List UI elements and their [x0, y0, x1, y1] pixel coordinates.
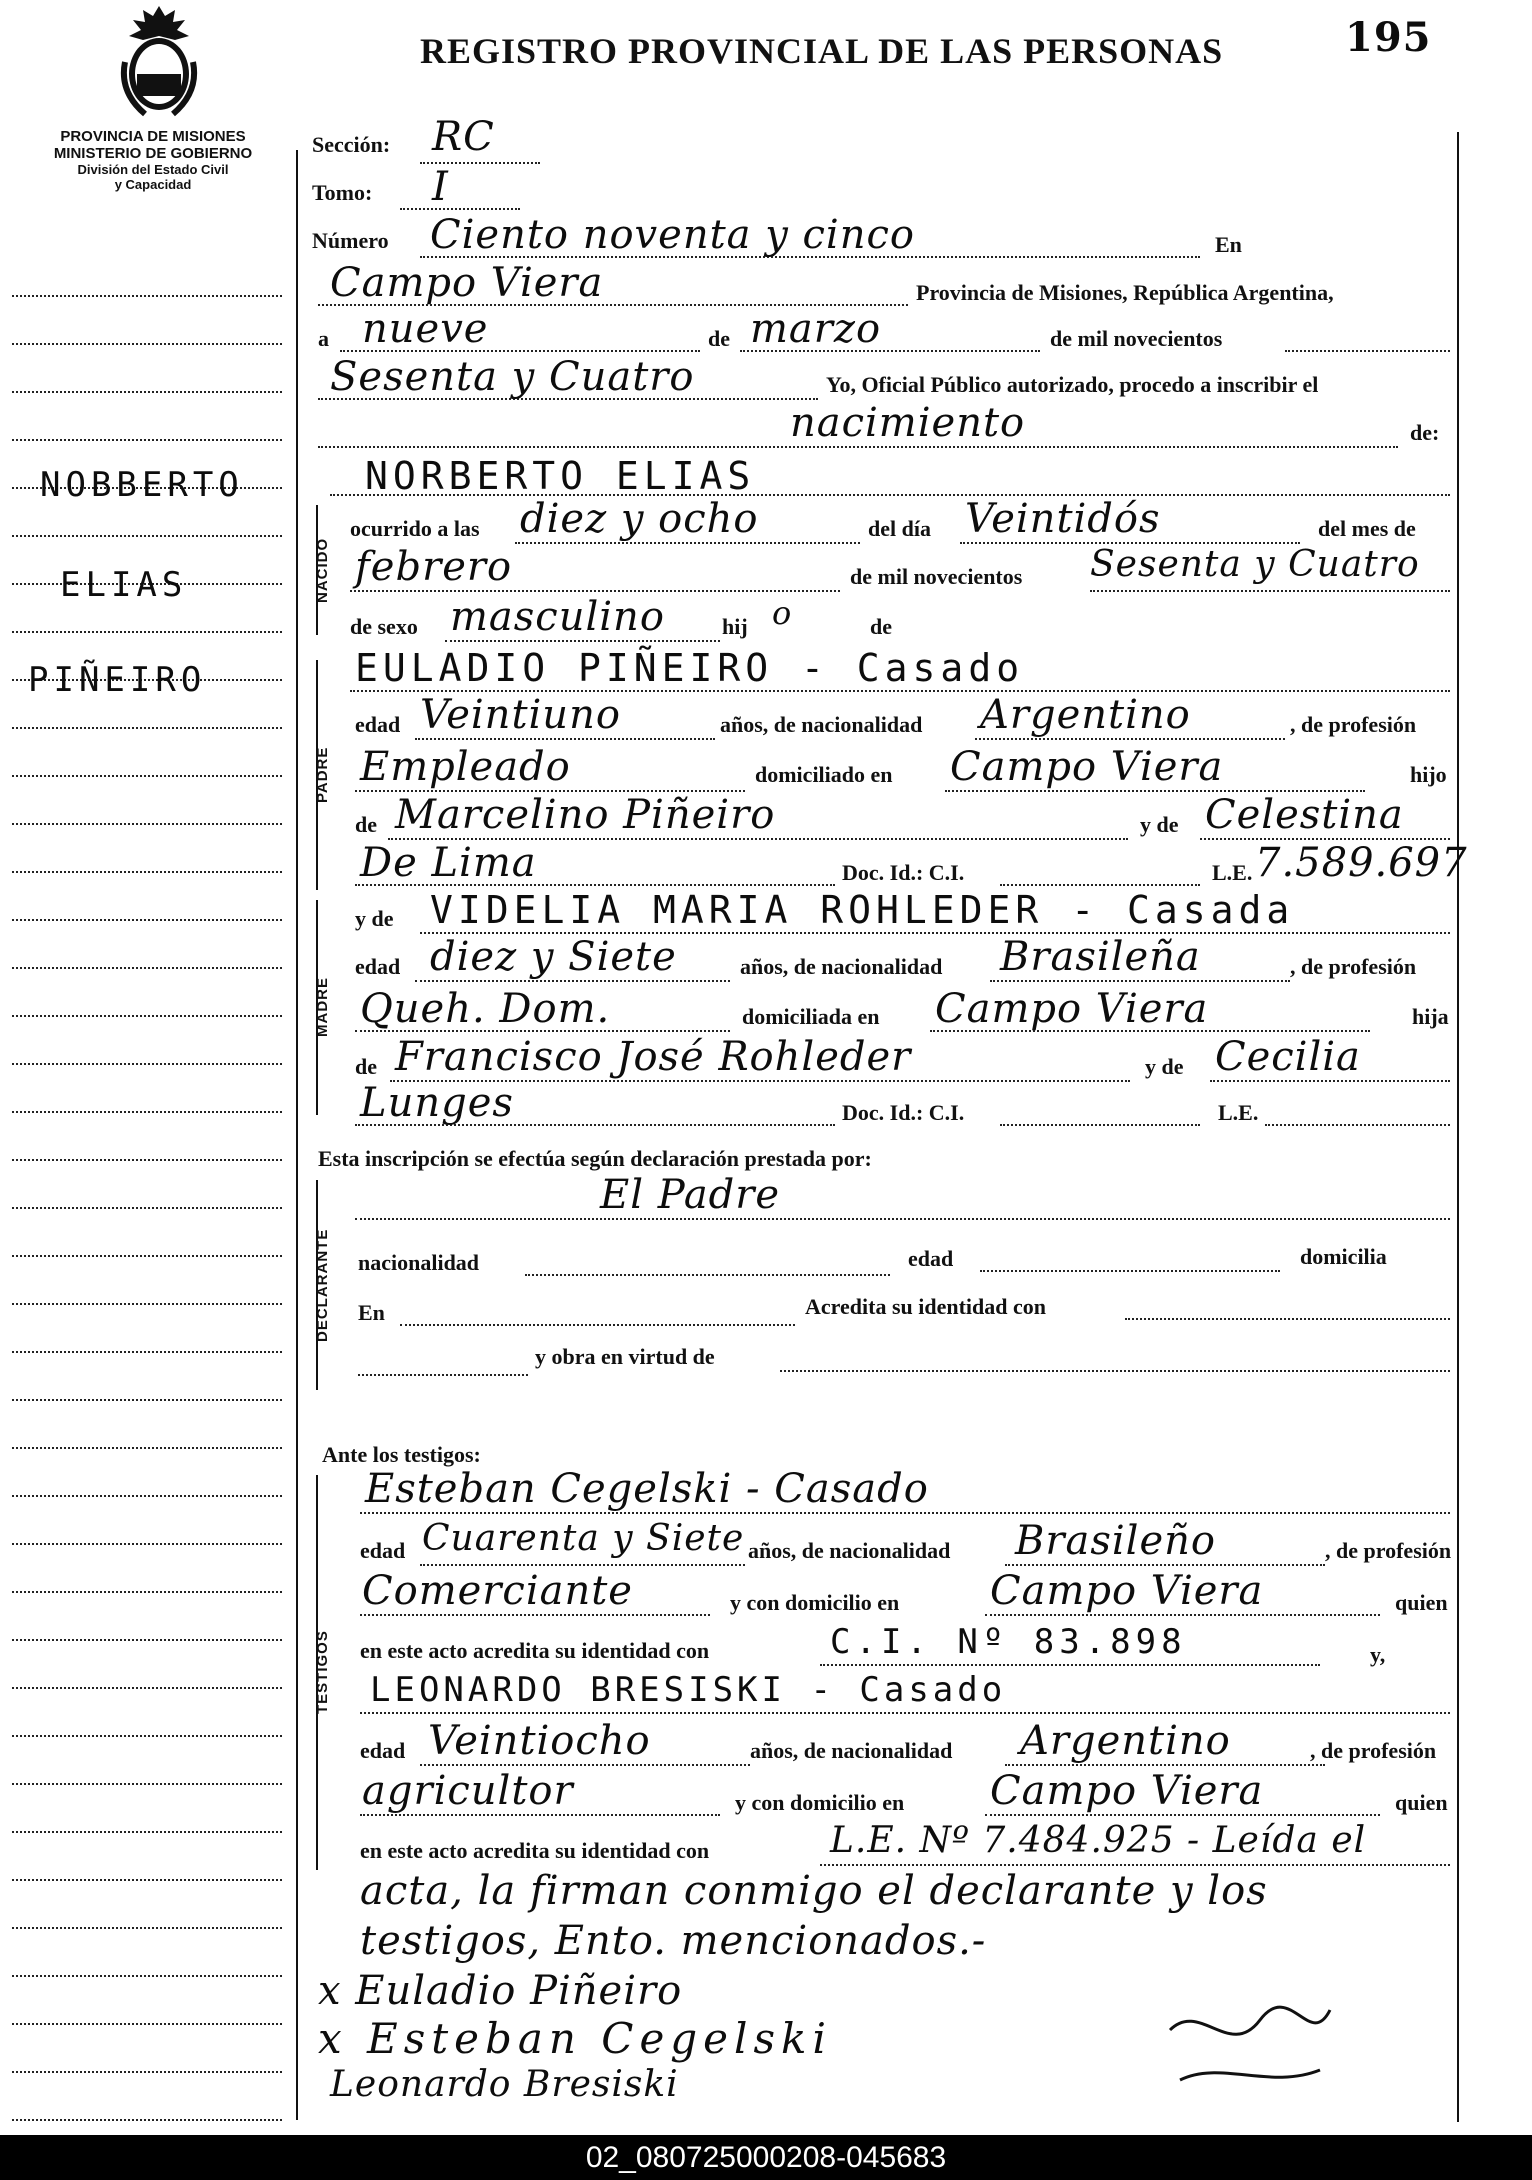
signature-3: Leonardo Bresiski — [330, 2064, 679, 2105]
agency-block — [18, 128, 288, 192]
label-de-mes: de — [708, 326, 730, 351]
value-lugar: Campo Viera — [330, 260, 604, 306]
label-t1-quien: quien — [1395, 1590, 1448, 1615]
label-domicilia: domicilia — [1300, 1244, 1387, 1269]
margin-ruled-line — [12, 1303, 282, 1305]
declarante-line — [355, 1218, 1450, 1220]
label-madre-edad: edad — [355, 954, 401, 979]
label-numero: Número — [312, 228, 389, 253]
value-ano: Sesenta y Cuatro — [330, 354, 695, 400]
margin-ruled-line — [12, 2119, 282, 2121]
label-madre-nac: años, de nacionalidad — [740, 954, 943, 979]
margin-name-2: ELIAS — [60, 565, 188, 605]
section-nacido-label: NACIDO — [314, 537, 331, 603]
mil-line — [1285, 350, 1450, 352]
signature-2: x Esteban Cegelski — [318, 2014, 832, 2063]
label-decl-en: En — [358, 1300, 385, 1325]
margin-ruled-line — [12, 391, 282, 393]
margin-ruled-line — [12, 727, 282, 729]
signature-scribble — [1160, 1990, 1340, 2110]
agency-line-4: y Capacidad — [114, 177, 192, 192]
label-acredita: Acredita su identidad con — [805, 1294, 1047, 1319]
label-t1-edad: edad — [360, 1538, 406, 1563]
label-t1-y: y, — [1370, 1642, 1386, 1667]
label-ante: Ante los testigos: — [322, 1442, 481, 1467]
value-numero: Ciento noventa y cinco — [430, 212, 915, 258]
margin-ruled-line — [12, 1831, 282, 1833]
form-right-border — [1457, 132, 1459, 2122]
sexo-line — [445, 640, 720, 642]
margin-ruled-line — [12, 1639, 282, 1641]
form-title: REGISTRO PROVINCIAL DE LAS PERSONAS — [420, 31, 1224, 71]
label-de-colon: de: — [1410, 420, 1440, 445]
label-madre-de: de — [355, 1054, 377, 1079]
form-left-border — [296, 150, 298, 2120]
label-nacionalidad: nacionalidad — [358, 1250, 480, 1275]
padre-ci-line — [1000, 884, 1200, 886]
label-hij: hij — [722, 614, 748, 639]
label-del-mes: del mes de — [1318, 516, 1416, 541]
margin-ruled-line — [12, 343, 282, 345]
padre-edad-line — [415, 738, 715, 740]
value-t1-edad: Cuarenta y Siete — [422, 1518, 745, 1559]
madre-madre-line — [1210, 1080, 1450, 1082]
value-padre-hijo-de: Marcelino Piñeiro — [395, 792, 776, 838]
value-t1-dom: Campo Viera — [990, 1568, 1264, 1614]
label-t1-nac: años, de nacionalidad — [748, 1538, 951, 1563]
value-padre-nombre: EULADIO PIÑEIRO - Casado — [355, 646, 1025, 690]
margin-ruled-line — [12, 631, 282, 633]
page-number: 195 — [1345, 14, 1432, 61]
label-madre-le: L.E. — [1218, 1100, 1259, 1125]
value-t2-id: L.E. Nº 7.484.925 - Leída el — [830, 1820, 1367, 1861]
value-testigo2: LEONARDO BRESISKI - Casado — [370, 1670, 1007, 1710]
label-a: a — [318, 326, 329, 351]
label-hijo: hijo — [1410, 762, 1447, 787]
margin-ruled-line — [12, 1255, 282, 1257]
t1-dom-line — [985, 1614, 1380, 1616]
label-de-sexo: de sexo — [350, 614, 418, 639]
t2-prof-line — [360, 1814, 720, 1816]
label-madre-dom: domiciliada en — [742, 1004, 880, 1029]
value-madre-hija-de: Francisco José Rohleder — [395, 1034, 912, 1080]
value-tipo: nacimiento — [790, 400, 1026, 446]
value-hij-sufijo: o — [772, 594, 793, 632]
section-declarante-label: DECLARANTE — [314, 1228, 331, 1342]
value-t2-nac: Argentino — [1020, 1718, 1231, 1764]
coat-of-arms-seal — [115, 2, 203, 122]
signature-1: x Euladio Piñeiro — [318, 1968, 683, 2014]
value-t1-prof: Comerciante — [362, 1568, 633, 1614]
label-yo: Yo, Oficial Público autorizado, procedo a inscribir el — [826, 372, 1319, 397]
margin-ruled-line — [12, 1687, 282, 1689]
decl-extra-line — [358, 1374, 528, 1376]
value-nombre: NORBERTO ELIAS — [365, 454, 756, 498]
label-padre-dom: domiciliado en — [755, 762, 893, 787]
value-padre-nac: Argentino — [980, 692, 1191, 738]
mes-nac-line — [350, 590, 840, 592]
label-madre-y-de: y de — [355, 906, 394, 931]
label-t1-acredita: en este acto acredita su identidad con — [360, 1638, 710, 1663]
label-t2-prof: , de profesión — [1310, 1738, 1437, 1763]
margin-ruled-line — [12, 439, 282, 441]
value-tomo: I — [432, 164, 449, 210]
value-madre-madre2: Lunges — [360, 1080, 514, 1126]
value-mes-nac: febrero — [355, 544, 513, 590]
label-madre-prof: , de profesión — [1290, 954, 1417, 979]
label-padre-prof: , de profesión — [1290, 712, 1417, 737]
margin-ruled-line — [12, 967, 282, 969]
label-de-padres: de — [870, 614, 892, 639]
label-de-mil-nov: de mil novecientos — [850, 564, 1023, 589]
value-madre-dom: Campo Viera — [935, 986, 1209, 1032]
label-madre-y-de2: y de — [1145, 1054, 1184, 1079]
margin-ruled-line — [12, 1783, 282, 1785]
value-t1-id: C.I. Nº 83.898 — [830, 1622, 1187, 1662]
testigo2-line — [360, 1712, 1450, 1714]
margin-ruled-line — [12, 1591, 282, 1593]
margin-ruled-line — [12, 871, 282, 873]
tipo-line — [318, 446, 1398, 448]
section-padre-label: PADRE — [314, 746, 331, 804]
margin-name-3: PIÑEIRO — [28, 660, 207, 700]
value-madre-prof: Queh. Dom. — [360, 986, 611, 1032]
value-padre-edad: Veintiuno — [420, 692, 621, 738]
label-de-mil: de mil novecientos — [1050, 326, 1223, 351]
value-padre-madre: Celestina — [1205, 792, 1404, 838]
t2-nac-line — [1005, 1764, 1325, 1766]
label-inscripcion: Esta inscripción se efectúa según declaración prestada por: — [318, 1146, 872, 1171]
margin-ruled-line — [12, 775, 282, 777]
margin-ruled-line — [12, 2023, 282, 2025]
value-padre-dom: Campo Viera — [950, 744, 1224, 790]
value-ano-nac: Sesenta y Cuatro — [1090, 544, 1420, 585]
agency-line-2: MINISTERIO DE GOBIERNO — [53, 145, 253, 162]
margin-ruled-line — [12, 1159, 282, 1161]
value-padre-madre2: De Lima — [360, 840, 537, 886]
label-padre-de: de — [355, 812, 377, 837]
label-padre-edad: edad — [355, 712, 401, 737]
t1-edad-line — [420, 1564, 745, 1566]
value-dia-nac: Veintidós — [965, 496, 1161, 542]
value-declarante: El Padre — [600, 1172, 781, 1218]
label-provincia: Provincia de Misiones, República Argentina, — [916, 280, 1334, 305]
value-mes: marzo — [750, 306, 882, 352]
tomo-line — [400, 208, 520, 210]
agency-line-3: División del Estado Civil — [77, 162, 229, 177]
label-padre-y-de: y de — [1140, 812, 1179, 837]
value-t2-dom: Campo Viera — [990, 1768, 1264, 1814]
value-t2-prof: agricultor — [362, 1768, 574, 1814]
ano-nac-line — [1090, 590, 1450, 592]
margin-ruled-line — [12, 919, 282, 921]
margin-ruled-line — [12, 1207, 282, 1209]
document-id-footer: 02_080725000208-045683 — [0, 2135, 1532, 2180]
value-madre-madre: Cecilia — [1215, 1034, 1361, 1080]
t1-prof-line — [360, 1614, 710, 1616]
label-decl-edad: edad — [908, 1246, 954, 1271]
margin-ruled-line — [12, 1879, 282, 1881]
madre-ci-line — [1000, 1124, 1200, 1126]
decl-nac-line — [525, 1274, 890, 1276]
decl-acredita-line — [1125, 1318, 1450, 1320]
decl-en-line — [400, 1324, 795, 1326]
label-obra: y obra en virtud de — [535, 1344, 715, 1369]
agency-line-1: PROVINCIA DE MISIONES — [60, 128, 246, 145]
value-padre-prof: Empleado — [360, 744, 571, 790]
margin-ruled-line — [12, 823, 282, 825]
t2-edad-line — [420, 1764, 750, 1766]
t1-nac-line — [1005, 1564, 1325, 1566]
label-en: En — [1215, 232, 1242, 257]
margin-name-1: NOBBERTO — [40, 465, 244, 505]
margin-ruled-line — [12, 1735, 282, 1737]
madre-le-line — [1265, 1124, 1450, 1126]
margin-ruled-line — [12, 1063, 282, 1065]
value-testigo1: Esteban Cegelski - Casado — [365, 1466, 929, 1512]
value-hora: diez y ocho — [520, 496, 759, 542]
margin-ruled-line — [12, 1495, 282, 1497]
value-sexo: masculino — [450, 594, 665, 640]
margin-ruled-line — [12, 535, 282, 537]
label-t1-dom: y con domicilio en — [730, 1590, 900, 1615]
label-padre-nac: años, de nacionalidad — [720, 712, 923, 737]
section-testigos-label: TESTIGOS — [314, 1630, 331, 1715]
value-seccion: RC — [432, 114, 495, 160]
margin-ruled-line — [12, 1111, 282, 1113]
value-padre-le: 7.589.697 — [1255, 840, 1468, 886]
t2-id-line — [820, 1864, 1450, 1866]
decl-obra-line — [780, 1370, 1450, 1372]
label-hija: hija — [1412, 1004, 1449, 1029]
margin-ruled-line — [12, 1399, 282, 1401]
label-tomo: Tomo: — [312, 180, 373, 205]
hora-line — [515, 542, 860, 544]
label-t2-acredita: en este acto acredita su identidad con — [360, 1838, 710, 1863]
t1-id-line — [820, 1664, 1320, 1666]
margin-ruled-line — [12, 2071, 282, 2073]
label-padre-le: L.E. — [1212, 860, 1253, 885]
margin-ruled-line — [12, 1927, 282, 1929]
value-madre-edad: diez y Siete — [430, 934, 677, 980]
label-del-dia: del día — [868, 516, 931, 541]
label-seccion: Sección: — [312, 132, 391, 157]
label-t2-dom: y con domicilio en — [735, 1790, 905, 1815]
madre-edad-line — [415, 980, 730, 982]
label-t2-edad: edad — [360, 1738, 406, 1763]
madre-nac-line — [990, 980, 1290, 982]
section-madre-label: MADRE — [314, 977, 331, 1038]
margin-ruled-line — [12, 1015, 282, 1017]
value-t1-nac: Brasileño — [1015, 1518, 1216, 1564]
closing-line-2: testigos, Ento. mencionados.- — [360, 1918, 987, 1964]
padre-nac-line — [975, 738, 1285, 740]
label-madre-doc: Doc. Id.: C.I. — [842, 1100, 965, 1125]
t2-dom-line — [985, 1814, 1380, 1816]
value-madre-nombre: VIDELIA MARIA ROHLEDER - Casada — [430, 888, 1295, 932]
decl-edad-line — [980, 1270, 1280, 1272]
label-t2-nac: años, de nacionalidad — [750, 1738, 953, 1763]
margin-ruled-line — [12, 1351, 282, 1353]
closing-line-1: acta, la firman conmigo el declarante y los — [360, 1868, 1268, 1914]
value-madre-nac: Brasileña — [1000, 934, 1201, 980]
margin-ruled-line — [12, 1447, 282, 1449]
label-t1-prof: , de profesión — [1325, 1538, 1452, 1563]
margin-ruled-line — [12, 295, 282, 297]
margin-ruled-line — [12, 1543, 282, 1545]
value-dia: nueve — [362, 306, 489, 352]
margin-ruled-line — [12, 1975, 282, 1977]
label-padre-doc: Doc. Id.: C.I. — [842, 860, 965, 885]
label-t2-quien: quien — [1395, 1790, 1448, 1815]
label-ocurrido: ocurrido a las — [350, 516, 480, 541]
value-t2-edad: Veintiocho — [428, 1718, 651, 1764]
testigo1-line — [360, 1512, 1450, 1514]
